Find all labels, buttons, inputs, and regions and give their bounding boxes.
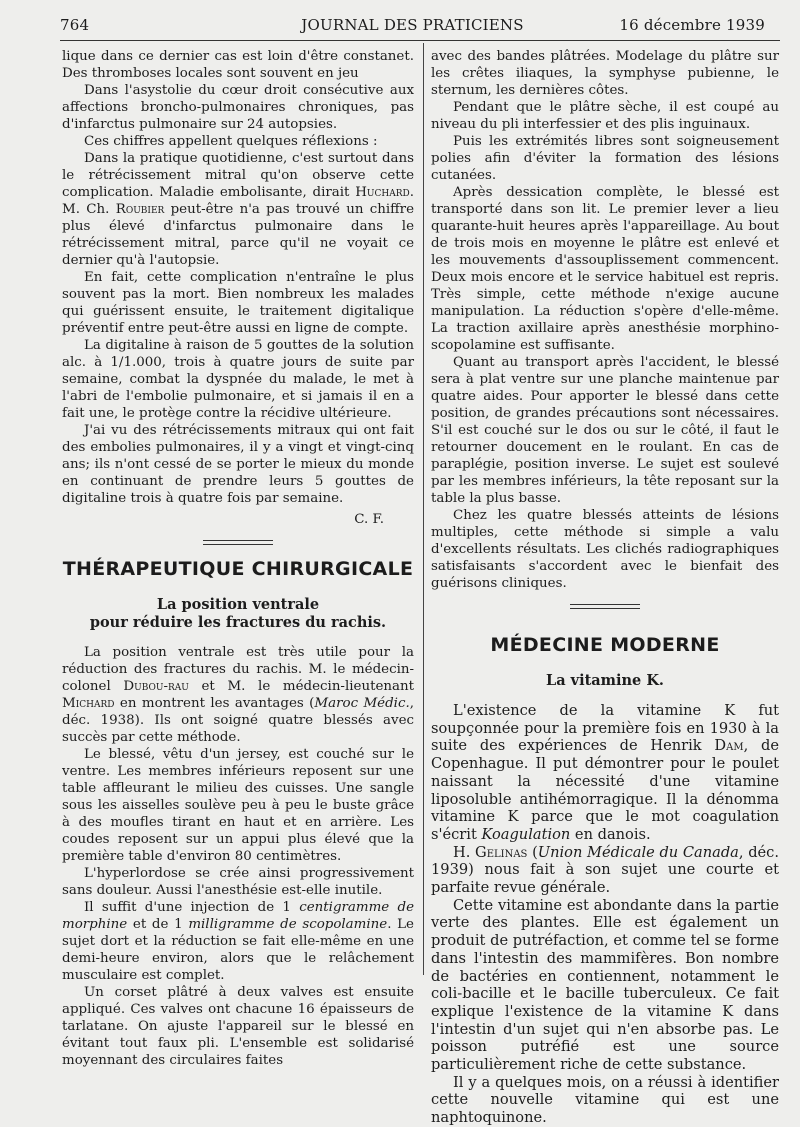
header-rule — [60, 40, 780, 41]
text-run: . M. Ch. — [62, 185, 414, 217]
paragraph: Pendant que le plâtre sèche, il est coupé au niveau du pli interfessier et des plis inguinaux. — [431, 100, 779, 132]
paragraph: La digitaline à raison de 5 gouttes de la solution alc. à 1/1.000, trois à quatre jours de suite par semaine, combat la dyspnée du malade, le met à l'abri de l'embolie pulmonaire, et si jamais il en a fait une, le protège contre la récidive ultérieure. — [62, 338, 414, 421]
page-number: 764 — [60, 16, 90, 34]
column-divider — [423, 43, 424, 975]
journal-reference: Maroc Médic. — [314, 696, 410, 711]
paragraph: Dans l'asystolie du cœur droit consécutive aux affections broncho-pulmonaires chroniques, pas d'infarctus pulmonaire sur 24 autopsies. — [62, 83, 414, 132]
author-name: Roubier — [115, 202, 165, 217]
text-run: en danois. — [570, 825, 651, 843]
text-run: La position ventrale est très utile pour la réduction des fractures du rachis. M. le médecin-colonel — [62, 645, 414, 694]
text-run: . Le sujet dort et la réduction se fait elle-même en une demi-heure environ, alors que le relâchement musculaire est complet. — [62, 917, 414, 983]
text-run: , de Copenhague. Il put démontrer pour le poulet naissant la nécessité d'une vitamine liposoluble antihémorragique. Il la dénomma vitamine K parce que le mot coagulation s'écrit — [431, 737, 779, 843]
paragraph: J'ai vu des rétrécissements mitraux qui ont fait des embolies pulmonaires, il y a vingt et vingt-cinq ans; ils n'ont cessé de se porter le mieux du monde en continuant de prendre leurs 5 gouttes de digitaline trois à quatre fois par semaine. — [62, 423, 414, 506]
paragraph: Puis les extrémités libres sont soigneusement polies afin d'éviter la formation des lésions cutanées. — [431, 134, 779, 183]
paragraph: Quant au transport après l'accident, le blessé sera à plat ventre sur une planche maintenue par quatre aides. Pour apporter le blessé dans cette position, de grandes précautions sont nécessaires. S'il est couché sur le dos ou sur le côté, il faut le retourner doucement en le roulant. En cas de paraplégie, position inverse. Le sujet est soulevé par les membres inférieurs, la tête reposant sur la table la plus basse. — [431, 355, 779, 506]
journal-title: JOURNAL DES PRATICIENS — [301, 16, 524, 34]
paragraph — [431, 844, 779, 897]
left-column — [62, 48, 414, 1069]
paragraph — [62, 644, 414, 746]
article-body — [431, 702, 779, 1127]
text-run: ( — [527, 843, 538, 861]
paragraph: En fait, cette complication n'entraîne le plus souvent pas la mort. Bien nombreux les malades qui guérissent ensuite, le traitement digitalique préventif entre peut-être aussi en ligne de compte. — [62, 270, 414, 336]
dosage-term: milligramme de scopolamine — [188, 917, 388, 932]
article-title-line: La position ventrale — [156, 596, 320, 613]
section-separator — [203, 540, 273, 545]
issue-date: 16 décembre 1939 — [619, 16, 765, 34]
article-title — [62, 596, 414, 632]
paragraph — [62, 150, 414, 269]
text-run: Dans la pratique quotidienne, c'est surtout dans le rétrécissement mitral qu'on observe cette complication. Maladie embolisante, dirait — [62, 151, 414, 200]
paragraph: L'hyperlordose se crée ainsi progressivement sans douleur. Aussi l'anesthésie est-elle inutile. — [62, 866, 414, 898]
section-title: MÉDECINE MODERNE — [490, 634, 720, 656]
paragraph: lique dans ce dernier cas est loin d'être constanet. Des thromboses locales sont souvent en jeu — [62, 49, 414, 81]
text-run: , déc. 1938). Ils ont soigné quatre blessés avec succès par cette méthode. — [62, 696, 414, 745]
paragraph: Chez les quatre blessés atteints de lésions multiples, cette méthode si simple a valu d'excellents résultats. Les clichés radiographiques satisfaisants s'accordent avec le bienfait des guérisons cliniques. — [431, 508, 779, 591]
text-run: en montrent les avantages ( — [114, 696, 315, 711]
running-header — [60, 16, 765, 38]
text-run: Il suffit d'une injection de 1 — [84, 900, 300, 915]
paragraph: Il y a quelques mois, on a réussi à identifier cette nouvelle vitamine qui est une naphtoquinone. — [431, 1073, 779, 1127]
article-title: La vitamine K. — [546, 672, 664, 689]
author-name: Dubou-rau — [123, 679, 189, 694]
signature: C. F. — [354, 512, 384, 527]
text-run: et M. le médecin-lieutenant — [188, 679, 414, 694]
author-name: Huchard — [355, 185, 410, 200]
journal-reference: Union Médicale du Canada — [537, 843, 739, 861]
text-run: L'existence de la vitamine K fut soupçonnée pour la première fois en 1930 à la suite des expériences de Henrik — [431, 702, 779, 755]
paragraph: avec des bandes plâtrées. Modelage du plâtre sur les crêtes iliaques, la symphyse pubienne, le sternum, les dernières côtes. — [431, 49, 779, 98]
author-name: Michard — [62, 696, 115, 711]
paragraph: Ces chiffres appellent quelques réflexions : — [84, 134, 378, 149]
text-run: , déc. 1939) nous fait à son sujet une courte et parfaite revue générale. — [431, 843, 779, 897]
author-name: H. Gelinas — [453, 843, 528, 861]
paragraph: Cette vitamine est abondante dans la partie verte des plantes. Elle est également un produit de putréfaction, et comme tel se forme dans l'intestin des mammifères. Bon nombre de bactéries en contiennent, notamment le coli-bacille et le bacille tuberculeux. Ce fait explique l'existence de la vitamine K dans l'intestin d'un sujet qui n'en absorbe pas. Le poisson putréfié est une source particulièrement riche de cette substance. — [431, 896, 779, 1074]
section-title: THÉRAPEUTIQUE CHIRURGICALE — [62, 558, 414, 580]
text-run: et de 1 — [127, 917, 189, 932]
article-title-line: pour réduire les fractures du rachis. — [89, 614, 387, 631]
author-name: Dam — [714, 737, 744, 755]
paragraph: Après dessication complète, le blessé est transporté dans son lit. Le premier lever a lieu quarante-huit heures après l'appareillage. Au bout de trois mois en moyenne le plâtre est enlevé et les mouvements d'assouplissement commencent. Deux mois encore et le service habituel est repris. Très simple, cette méthode n'exige aucune manipulation. La réduction s'opère d'elle-même. La traction axillaire après anesthésie morphino-scopolamine est suffisante. — [431, 185, 779, 353]
paragraph — [431, 702, 779, 844]
section-separator — [570, 604, 640, 609]
paragraph — [62, 899, 414, 984]
right-column — [431, 48, 779, 1127]
paragraph: Un corset plâtré à deux valves est ensuite appliqué. Ces valves ont chacune 16 épaisseurs de tarlatane. On ajuste l'appareil sur le blessé en évitant tout faux pli. L'ensemble est solidarisé moyennant des circulaires faites — [62, 985, 414, 1068]
paragraph: Le blessé, vêtu d'un jersey, est couché sur le ventre. Les membres inférieurs reposent sur une table affleurant le milieu des cuisses. Une sangle sous les aisselles soulève peu à peu le buste grâce à des moufles tirant en haut et en arrière. Les coudes reposent sur un appui plus élevé que la première table d'environ 80 centimètres. — [62, 747, 414, 864]
dosage-term: centigramme de morphine — [62, 900, 415, 932]
foreign-term: Koagulation — [481, 825, 571, 843]
text-run: peut-être n'a pas trouvé un chiffre plus élevé d'infarctus pulmonaire dans le rétrécissement mitral, parce qu'il ne voyait ce dernier qu'à l'autopsie. — [62, 202, 415, 268]
